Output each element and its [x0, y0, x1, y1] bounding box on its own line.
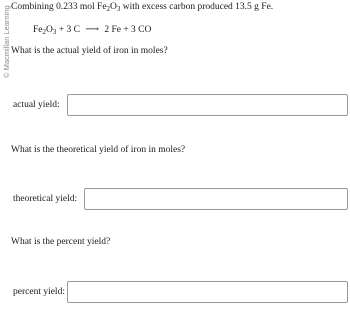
- problem-subscript-2: 3: [116, 5, 121, 13]
- problem-prefix: Combining 0.233 mol Fe: [11, 2, 107, 12]
- reactant-carbon: + 3 C: [56, 25, 83, 35]
- percent-yield-label: percent yield:: [13, 287, 65, 297]
- reactant-oxygen: O: [46, 25, 53, 35]
- watermark-text: © Macmillan Learning: [2, 5, 11, 78]
- problem-statement: [11, 3, 273, 13]
- question-percent-yield: What is the percent yield?: [11, 237, 111, 247]
- question-theoretical-yield: What is the theoretical yield of iron in moles?: [11, 145, 186, 155]
- percent-yield-input[interactable]: [67, 281, 348, 303]
- reactant-fe2o3: Fe: [33, 25, 43, 35]
- actual-yield-input[interactable]: [67, 94, 348, 116]
- reactant-subscript-2: 3: [52, 28, 57, 36]
- theoretical-yield-input[interactable]: [84, 188, 348, 210]
- question-actual-yield: What is the actual yield of iron in moles?: [11, 46, 168, 56]
- problem-mid: O: [110, 2, 117, 12]
- chemical-equation: [33, 26, 151, 36]
- reaction-arrow-icon: ⟶: [85, 25, 99, 35]
- theoretical-yield-label: theoretical yield:: [13, 194, 78, 204]
- products: 2 Fe + 3 CO: [101, 25, 152, 35]
- problem-subscript-1: 2: [106, 5, 111, 13]
- actual-yield-label: actual yield:: [13, 100, 60, 110]
- reactant-subscript-1: 2: [42, 28, 46, 36]
- problem-suffix: with excess carbon produced 13.5 g Fe.: [120, 2, 274, 12]
- copyright-watermark: [1, 0, 10, 80]
